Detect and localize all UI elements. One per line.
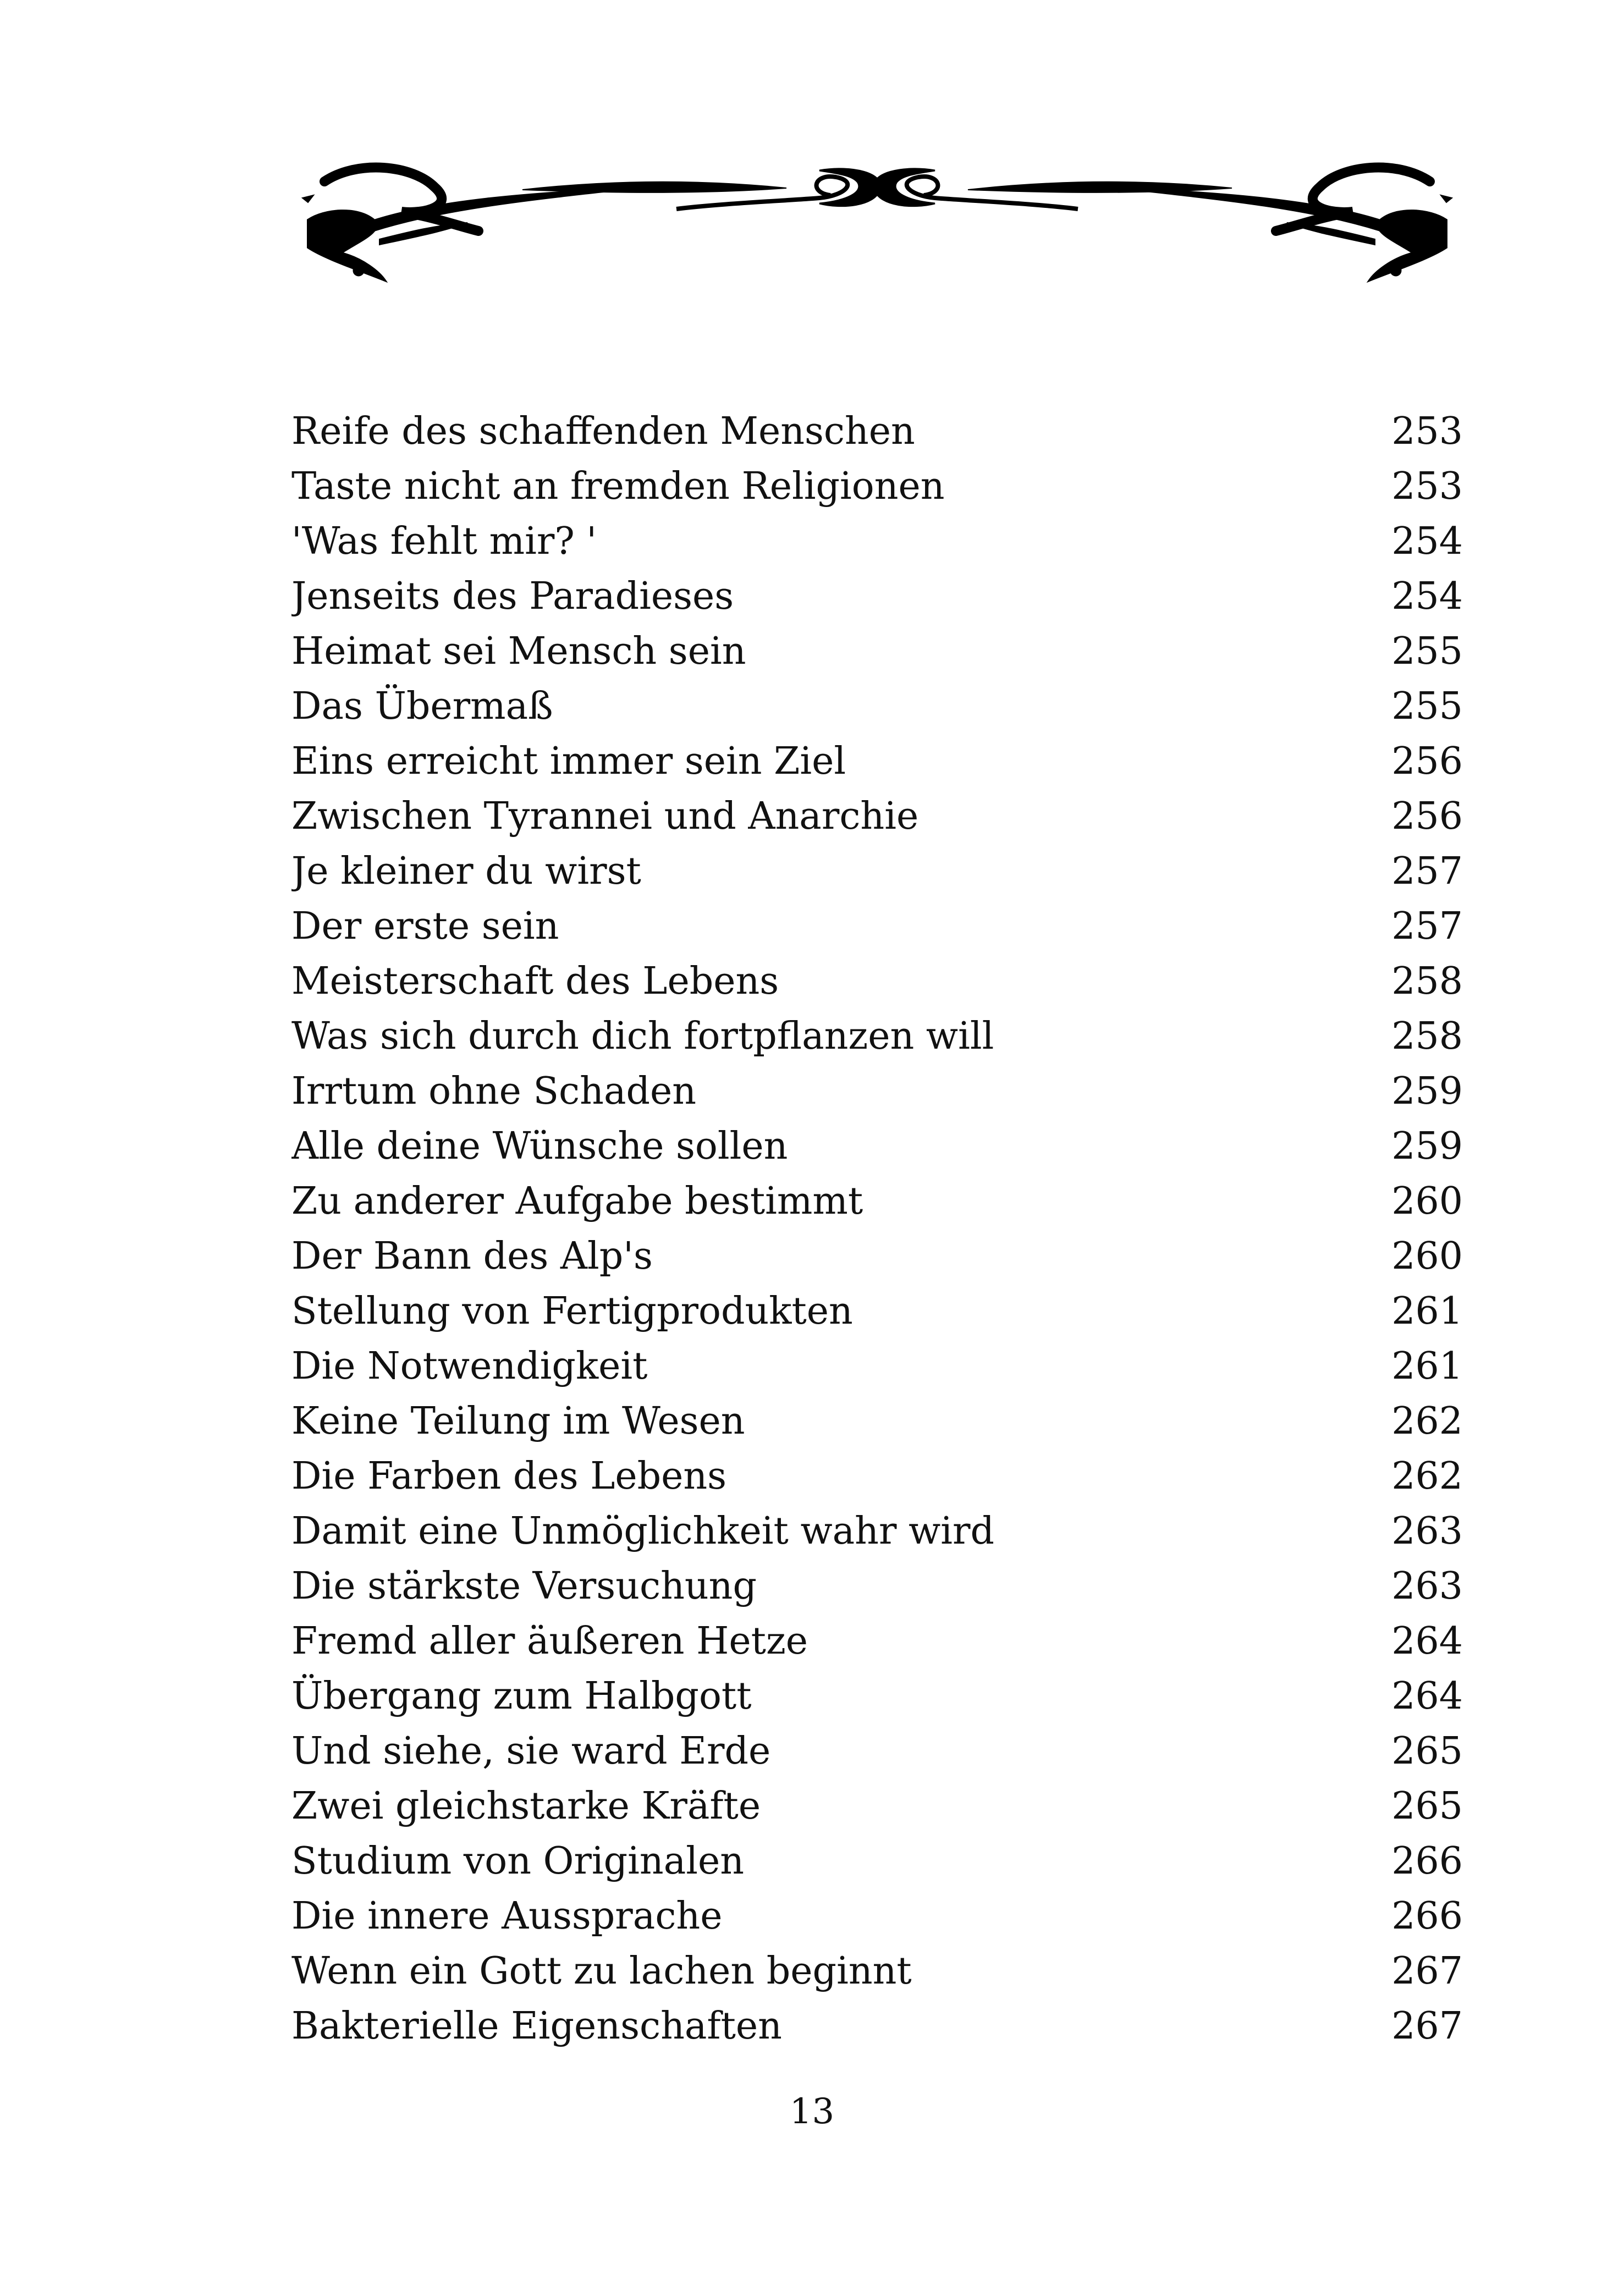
- toc-entry-page: 253: [1391, 410, 1463, 453]
- toc-entry: [291, 899, 1463, 954]
- toc-entry-page: 255: [1391, 685, 1463, 728]
- toc-entry-page: 256: [1391, 740, 1463, 783]
- toc-entry-page: 267: [1391, 1949, 1463, 1993]
- toc-entry-page: 265: [1391, 1784, 1463, 1828]
- toc-entry: [291, 1614, 1463, 1669]
- toc-entry: [291, 1009, 1463, 1064]
- toc-entry-title: Die Farben des Lebens: [291, 1455, 727, 1498]
- toc-entry-title: Zu anderer Aufgabe bestimmt: [291, 1180, 863, 1223]
- toc-entry-page: 260: [1391, 1180, 1463, 1223]
- toc-entry-title: Stellung von Fertigprodukten: [291, 1290, 853, 1333]
- toc-entry: [291, 1999, 1463, 2054]
- toc-entry: [291, 569, 1463, 624]
- toc-entry: [291, 844, 1463, 899]
- toc-entry-title: Die Notwendigkeit: [291, 1345, 648, 1388]
- toc-entry: [291, 1119, 1463, 1174]
- toc-entry: [291, 459, 1463, 514]
- toc-entry-title: Damit eine Unmöglichkeit wahr wird: [291, 1510, 995, 1553]
- toc-entry-page: 261: [1391, 1290, 1463, 1333]
- toc-entry-page: 257: [1391, 905, 1463, 948]
- toc-entry: [291, 1339, 1463, 1394]
- toc-entry-title: Bakterielle Eigenschaften: [291, 2004, 782, 2048]
- toc-entry: [291, 514, 1463, 569]
- toc-entry-page: 260: [1391, 1235, 1463, 1278]
- table-of-contents: [291, 404, 1463, 2054]
- toc-entry-title: Die stärkste Versuchung: [291, 1565, 757, 1608]
- toc-entry-title: Irrtum ohne Schaden: [291, 1070, 697, 1113]
- toc-entry: [291, 404, 1463, 459]
- toc-entry: [291, 1394, 1463, 1449]
- toc-entry-page: 265: [1391, 1729, 1463, 1773]
- toc-entry-title: Was sich durch dich fortpflanzen will: [291, 1015, 994, 1058]
- toc-entry-title: Eins erreicht immer sein Ziel: [291, 740, 846, 783]
- toc-entry: [291, 1284, 1463, 1339]
- toc-entry: [291, 1779, 1463, 1834]
- toc-entry: [291, 1449, 1463, 1504]
- toc-entry-title: Heimat sei Mensch sein: [291, 630, 746, 673]
- toc-entry: [291, 1504, 1463, 1559]
- toc-entry-title: Zwei gleichstarke Kräfte: [291, 1784, 761, 1828]
- toc-entry-page: 256: [1391, 795, 1463, 838]
- toc-entry-page: 262: [1391, 1455, 1463, 1498]
- toc-entry-page: 263: [1391, 1565, 1463, 1608]
- toc-entry: [291, 1064, 1463, 1119]
- toc-entry-title: Studium von Originalen: [291, 1839, 745, 1883]
- toc-entry-page: 267: [1391, 2004, 1463, 2048]
- toc-entry-page: 255: [1391, 630, 1463, 673]
- toc-entry-title: 'Was fehlt mir? ': [291, 520, 597, 563]
- toc-entry: [291, 1174, 1463, 1229]
- toc-entry: [291, 1889, 1463, 1944]
- toc-entry-title: Reife des schaffenden Menschen: [291, 410, 915, 453]
- toc-entry-page: 261: [1391, 1345, 1463, 1388]
- toc-entry-page: 257: [1391, 850, 1463, 893]
- toc-entry-title: Meisterschaft des Lebens: [291, 960, 779, 1003]
- toc-entry: [291, 1944, 1463, 1999]
- toc-entry-title: Je kleiner du wirst: [291, 850, 641, 893]
- toc-entry-page: 264: [1391, 1674, 1463, 1718]
- toc-entry: [291, 1559, 1463, 1614]
- toc-entry-title: Zwischen Tyrannei und Anarchie: [291, 795, 919, 838]
- toc-entry: [291, 1229, 1463, 1284]
- toc-entry-title: Wenn ein Gott zu lachen beginnt: [291, 1949, 912, 1993]
- toc-entry: [291, 679, 1463, 734]
- toc-entry: [291, 954, 1463, 1009]
- toc-entry-page: 259: [1391, 1125, 1463, 1168]
- toc-entry: [291, 789, 1463, 844]
- toc-entry-page: 254: [1391, 520, 1463, 563]
- toc-entry-page: 264: [1391, 1620, 1463, 1663]
- toc-entry: [291, 1669, 1463, 1724]
- toc-entry-title: Und siehe, sie ward Erde: [291, 1729, 771, 1773]
- toc-entry-title: Der erste sein: [291, 905, 559, 948]
- ornament-icon: [291, 148, 1463, 291]
- toc-entry-title: Übergang zum Halbgott: [291, 1674, 752, 1718]
- toc-entry-title: Keine Teilung im Wesen: [291, 1400, 745, 1443]
- toc-entry: [291, 734, 1463, 789]
- toc-entry: [291, 1834, 1463, 1889]
- toc-entry-page: 263: [1391, 1510, 1463, 1553]
- toc-entry-page: 266: [1391, 1894, 1463, 1938]
- toc-entry-title: Das Übermaß: [291, 685, 553, 728]
- toc-entry-page: 266: [1391, 1839, 1463, 1883]
- toc-entry-page: 259: [1391, 1070, 1463, 1113]
- toc-entry-title: Alle deine Wünsche sollen: [291, 1125, 788, 1168]
- toc-entry-page: 262: [1391, 1400, 1463, 1443]
- toc-entry-title: Der Bann des Alp's: [291, 1235, 653, 1278]
- toc-entry-page: 253: [1391, 465, 1463, 508]
- toc-entry-title: Die innere Aussprache: [291, 1894, 723, 1938]
- toc-entry-title: Taste nicht an fremden Religionen: [291, 465, 945, 508]
- toc-entry-page: 254: [1391, 575, 1463, 618]
- page-number: 13: [789, 2091, 835, 2132]
- toc-entry-title: Fremd aller äußeren Hetze: [291, 1620, 808, 1663]
- toc-entry-page: 258: [1391, 1015, 1463, 1058]
- toc-entry: [291, 1724, 1463, 1779]
- toc-entry: [291, 624, 1463, 679]
- toc-entry-page: 258: [1391, 960, 1463, 1003]
- toc-entry-title: Jenseits des Paradieses: [291, 575, 734, 618]
